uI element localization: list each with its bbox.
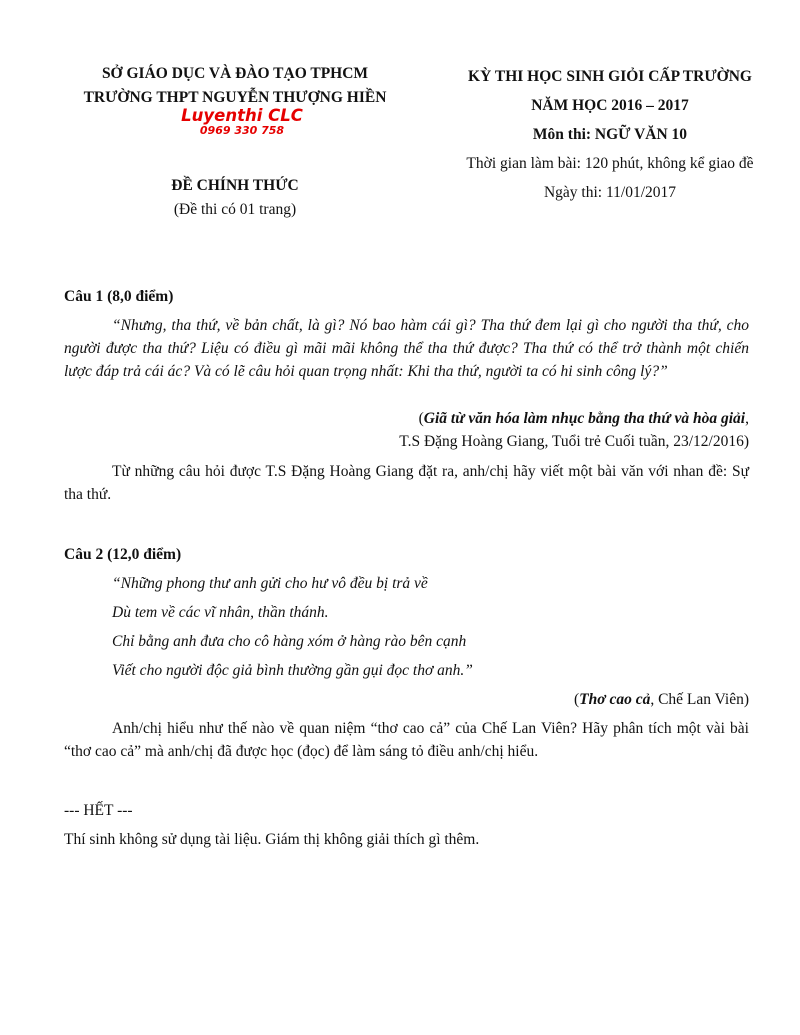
school-year: NĂM HỌC 2016 – 2017 <box>531 97 689 114</box>
exam-title: KỲ THI HỌC SINH GIỎI CẤP TRƯỜNG <box>468 68 752 85</box>
poem-line: Dù tem về các vĩ nhân, thần thánh. <box>112 604 329 621</box>
department-name: SỞ GIÁO DỤC VÀ ĐÀO TẠO TPHCM <box>101 65 369 82</box>
poem-line: “Những phong thư anh gửi cho hư vô đều bị trả về <box>112 575 428 592</box>
source-open-paren: ( <box>574 691 580 708</box>
footer-note: Thí sinh không sử dụng tài liệu. Giám thị không giải thích gì thêm. <box>64 831 480 848</box>
exam-subject: Môn thi: NGỮ VĂN 10 <box>532 126 688 143</box>
poem-line: Chỉ bằng anh đưa cho cô hàng xóm ở hàng rào bên cạnh <box>112 633 467 650</box>
poem-title: Thơ cao cả <box>579 691 651 708</box>
exam-date: Ngày thi: 11/01/2017 <box>543 184 677 201</box>
poem-line: Viết cho người độc giả bình thường gần gụi đọc thơ anh.” <box>112 662 473 679</box>
question1-heading: Câu 1 (8,0 điểm) <box>64 288 174 305</box>
official-label: ĐỀ CHÍNH THỨC <box>171 177 299 194</box>
watermark-name: Luyenthi CLC <box>181 106 303 125</box>
exam-duration: Thời gian làm bài: 120 phút, không kể giao đề <box>466 155 754 172</box>
watermark-phone: 0969 330 758 <box>199 124 285 137</box>
question1-prompt: Từ những câu hỏi được T.S Đặng Hoàng Giang đặt ra, anh/chị hãy viết một bài văn với nhan đề: Sự tha thứ. <box>64 463 749 503</box>
page-count: (Đề thi có 01 trang) <box>173 201 297 218</box>
question2-heading: Câu 2 (12,0 điểm) <box>64 546 182 563</box>
question2-prompt: Anh/chị hiểu như thế nào về quan niệm “thơ cao cả” của Chế Lan Viên? Hãy phân tích một vài bài “thơ cao cả” mà anh/chị đã được học (đọc) để làm sáng tỏ điều anh/chị hiểu. <box>64 720 749 760</box>
source-open-paren: ( <box>418 410 424 427</box>
question2-source <box>64 688 749 711</box>
source-comma: , <box>745 410 749 427</box>
end-marker: --- HẾT --- <box>64 802 133 819</box>
question1-source-line1 <box>64 407 749 430</box>
header-right <box>420 62 800 207</box>
header-left <box>40 62 430 137</box>
source-title: Giã từ văn hóa làm nhục bằng tha thứ và hòa giải <box>423 410 746 427</box>
watermark-logo <box>152 106 332 137</box>
poem-author: , Chế Lan Viên) <box>650 691 749 708</box>
question1-source-line2: T.S Đặng Hoàng Giang, Tuổi trẻ Cuối tuần, 23/12/2016) <box>399 433 749 450</box>
official-block <box>40 175 430 223</box>
question1-quote: “Nhưng, tha thứ, về bản chất, là gì? Nó bao hàm cái gì? Tha thứ đem lại gì cho người tha thứ, cho người được tha thứ? Liệu có điều gì mãi mãi không thể tha thứ được? Tha thứ có thể trở thành một chiến lược đáp trả cái ác? Và có lẽ câu hỏi quan trọng nhất: Khi tha thứ, người ta có hi sinh công lý?” <box>64 317 749 380</box>
school-name: TRƯỜNG THPT NGUYỄN THƯỢNG HIỀN <box>83 89 387 106</box>
